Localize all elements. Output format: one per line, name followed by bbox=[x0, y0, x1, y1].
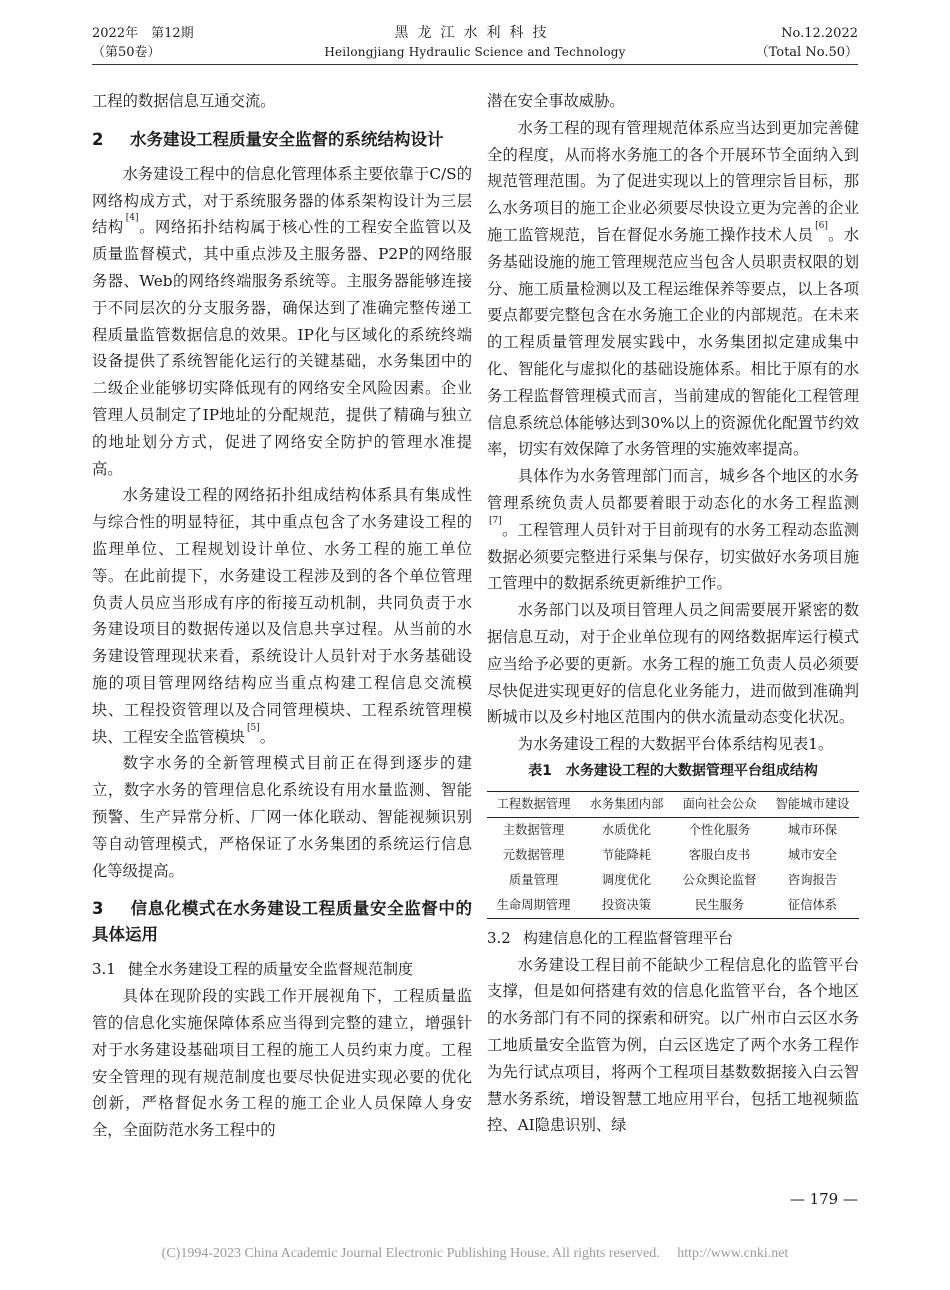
platform-table bbox=[487, 791, 859, 919]
table-cell: 节能降耗 bbox=[601, 847, 652, 862]
subsection-title: 构建信息化的工程监督管理平台 bbox=[523, 928, 734, 947]
table-cell: 城市环保 bbox=[787, 822, 838, 837]
table-row bbox=[487, 893, 859, 919]
table-row bbox=[487, 843, 859, 868]
table-cell: 元数据管理 bbox=[502, 847, 565, 862]
header-volume: （第50卷） bbox=[92, 45, 161, 60]
table-header-cell: 水务集团内部 bbox=[580, 791, 673, 817]
header-year-issue: 2022年 第12期 bbox=[92, 26, 194, 41]
table-header-cell: 工程数据管理 bbox=[487, 791, 580, 817]
citation: [7] bbox=[489, 515, 502, 526]
table-cell: 调度优化 bbox=[601, 872, 652, 887]
table-row bbox=[487, 868, 859, 893]
paragraph: 为水务建设工程的大数据平台体系结构见表1。 bbox=[517, 735, 834, 754]
citation: [6] bbox=[815, 220, 828, 231]
header-total: （Total No.50） bbox=[755, 45, 858, 60]
table-header-cell: 智能城市建设 bbox=[766, 791, 859, 817]
table-row bbox=[487, 817, 859, 843]
paragraph: 数字水务的全新管理模式目前正在得到逐步的建立，数字水务的管理信息化系统设有用水量监测、智能预警、生产异常分析、厂网一体化联动、智能视频识别等自动管理模式，严格保证了水务集团的系统运行信息化等级提高。 bbox=[92, 754, 472, 880]
section-number: 3 bbox=[92, 899, 104, 919]
header-rule bbox=[92, 64, 858, 65]
subsection-number: 3.1 bbox=[92, 960, 116, 979]
right-column bbox=[487, 88, 859, 1139]
table-header-cell: 面向社会公众 bbox=[673, 791, 766, 817]
section-number: 2 bbox=[92, 129, 104, 149]
paragraph: 水务部门以及项目管理人员之间需要展开紧密的数据信息互动，对于企业单位现有的网络数据库运行模式应当给予必要的更新。水务工程的施工负责人员必须要尽快促进实现更好的信息化业务能力，进而做到准确判断城市以及乡村地区范围内的供水流量动态变化状况。 bbox=[487, 601, 859, 727]
table-cell: 客服白皮书 bbox=[688, 847, 751, 862]
paragraph: 水务工程的现有管理规范体系应当达到更加完善健全的程度，从而将水务施工的各个开展环节全面纳入到规范管理范围。为了促进实现以上的管理宗旨目标，那么水务项目的施工企业必须要尽快设立更为完善的企业施工监管规范，旨在督促水务施工操作技术人员 [6]。水务基础设施的施工管理规范应当包含人员职责权限的划分、施工质量检测以及工程运维保养等要点，以上各项要点都要完整包含在水务施工企业的内部规范。在未来的工程质量管理发展实践中，水务集团拟定建成集中化、智能化与虚拟化的基础设施体系。相比于原有的水务工程监督管理模式而言，当前建成的智能化工程管理信息系统总体能够达到30%以上的资源优化配置节约效率，切实有效保障了水务管理的实施效率提高。 bbox=[487, 118, 859, 459]
table-cell: 水质优化 bbox=[601, 822, 652, 837]
subsection-title: 健全水务建设工程的质量安全监督规范制度 bbox=[128, 960, 414, 979]
table-cell: 投资决策 bbox=[601, 897, 652, 912]
table-cell: 生命周期管理 bbox=[496, 897, 571, 912]
subsection-number: 3.2 bbox=[487, 928, 511, 947]
table-cell: 征信体系 bbox=[787, 897, 838, 912]
section-3-heading bbox=[92, 896, 472, 948]
section-title: 信息化模式在水务建设工程质量安全监督中的具体运用 bbox=[92, 899, 472, 945]
paragraph: 具体作为水务管理部门而言，城乡各个地区的水务管理系统负责人员都要着眼于动态化的水务工程监测[7]。工程管理人员针对于目前现有的水务工程动态监测数据必须要完整进行采集与保存，切实做好水务项目施工管理中的数据系统更新维护工作。 bbox=[487, 467, 859, 593]
table-cell: 咨询报告 bbox=[787, 872, 838, 887]
page-number: — 179 — bbox=[789, 1190, 858, 1208]
table-header-row bbox=[487, 791, 859, 817]
table-cell: 主数据管理 bbox=[502, 822, 565, 837]
table-cell: 民生服务 bbox=[694, 897, 745, 912]
left-column bbox=[92, 88, 472, 1144]
journal-title-cn: 黑龙江水利科技 bbox=[394, 25, 556, 41]
table-caption: 表1 水务建设工程的大数据管理平台组成结构 bbox=[528, 762, 818, 779]
paragraph: 水务建设工程中的信息化管理体系主要依靠于C/S的网络构成方式，对于系统服务器的体系架构设计为三层结构 [4]。网络拓扑结构属于核心性的工程安全监管以及质量监督模式，其中重点涉及主服务器、P2P的网络服务器、Web的网络终端服务系统等。主服务器能够连接于不同层次的分支服务器，确保达到了准确完整传递工程质量监管数据信息的效果。IP化与区域化的系统终端设备提供了系统智能化运行的关键基础，水务集团中的二级企业能够切实降低现有的网络安全风险因素。企业管理人员制定了IP地址的分配规范，提供了精确与独立的地址划分方式，促进了网络安全防护的管理水准提高。 bbox=[92, 164, 472, 478]
paragraph: 具体在现阶段的实践工作开展视角下，工程质量监管的信息化实施保障体系应当得到完整的建立，增强针对于水务建设基础项目工程的施工人员约束力度。工程安全管理的现有规范制度也要尽快促进实现必要的优化创新，严格督促水务工程的施工企业人员保障人身安全，全面防范水务工程中的 bbox=[92, 987, 472, 1140]
subsection-3-1-heading bbox=[92, 956, 472, 983]
paragraph: 潜在安全事故威胁。 bbox=[487, 92, 625, 110]
paragraph: 工程的数据信息互通交流。 bbox=[92, 92, 276, 110]
paragraph: 水务建设工程目前不能缺少工程信息化的监管平台支撑，但是如何搭建有效的信息化监管平台，各个地区的水务部门有不同的探索和研究。以广州市白云区水务工地质量安全监管为例，白云区选定了两个水务工程作为先行试点项目，将两个工程项目基数数据接入白云智慧水务系统，增设智慧工地应用平台，包括工地视频监控、AI隐患识别、绿 bbox=[487, 955, 859, 1135]
table-cell: 个性化服务 bbox=[688, 822, 751, 837]
table-cell: 公众舆论监督 bbox=[682, 872, 757, 887]
subsection-3-2-heading bbox=[487, 925, 859, 952]
section-title: 水务建设工程质量安全监督的系统结构设计 bbox=[130, 129, 444, 149]
table-cell: 质量管理 bbox=[508, 872, 559, 887]
copyright-footer: (C)1994-2023 China Academic Journal Electronic Publishing House. All rights reserved. http://www.cnki.net bbox=[161, 1246, 789, 1261]
table-cell: 城市安全 bbox=[787, 847, 838, 862]
header-no: No.12.2022 bbox=[781, 26, 858, 41]
paragraph: 水务建设工程的网络拓扑组成结构体系具有集成性与综合性的明显特征，其中重点包含了水务建设工程的监理单位、工程规划设计单位、水务工程的施工单位等。在此前提下，水务建设工程涉及到的各个单位管理负责人员应当形成有序的衔接互动机制，共同负责于水务建设项目的数据传递以及信息共享过程。从当前的水务建设管理现状来看，系统设计人员针对于水务基础设施的项目管理网络结构应当重点构建工程信息交流模块、工程投资管理以及合同管理模块、工程系统管理模块、工程安全监管模块 [5]。 bbox=[92, 486, 472, 746]
journal-title-en: Heilongjiang Hydraulic Science and Technology bbox=[324, 45, 626, 59]
section-2-heading bbox=[92, 127, 472, 153]
citation: [4] bbox=[125, 213, 139, 224]
header-number bbox=[756, 24, 858, 62]
citation: [5] bbox=[246, 722, 260, 733]
